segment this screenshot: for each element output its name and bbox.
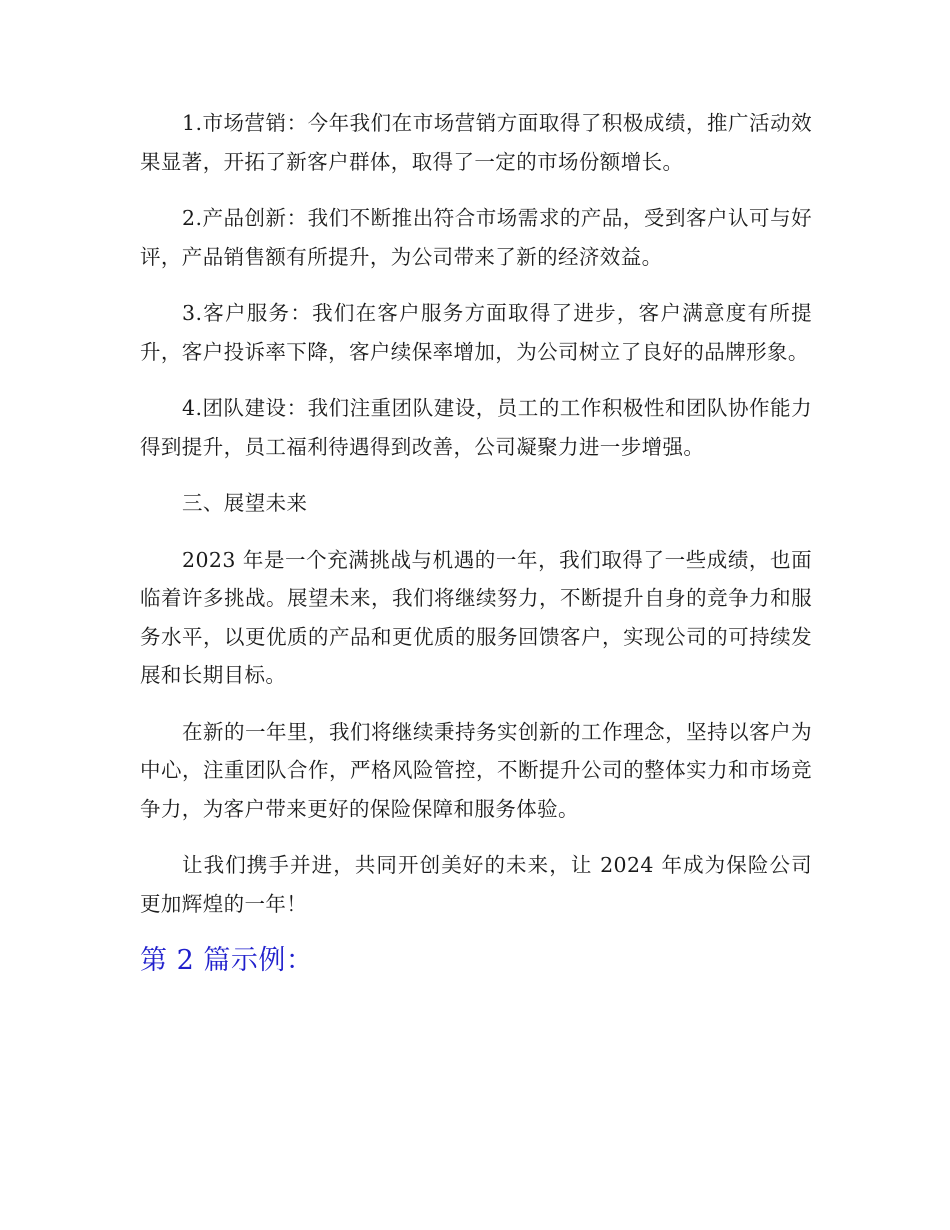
paragraph-new-year: 在新的一年里，我们将继续秉持务实创新的工作理念，坚持以客户为中心，注重团队合作，严格风险管控，不断提升公司的整体实力和市场竞争力，为客户带来更好的保险保障和服务体验。 [140,719,812,821]
paragraph-outlook: 2023 年是一个充满挑战与机遇的一年，我们取得了一些成绩，也面临着许多挑战。展望未来，我们将继续努力，不断提升自身的竞争力和服务水平，以更优质的产品和更优质的服务回馈客户，实现公司的可持续发展和长期目标。 [140,547,812,687]
document-body [140,104,812,981]
paragraph-customer-service: 3.客户服务：我们在客户服务方面取得了进步，客户满意度有所提升，客户投诉率下降，客户续保率增加，为公司树立了良好的品牌形象。 [140,301,812,364]
paragraph-closing: 让我们携手并进，共同开创美好的未来，让 2024 年成为保险公司更加辉煌的一年！ [140,853,812,916]
example-section-title: 第 2 篇示例： [140,945,314,976]
section-heading-outlook: 三、展望未来 [182,491,308,515]
paragraph-marketing: 1.市场营销：今年我们在市场营销方面取得了积极成绩，推广活动效果显著，开拓了新客户群体，取得了一定的市场份额增长。 [140,111,812,174]
paragraph-team-building: 4.团队建设：我们注重团队建设，员工的工作积极性和团队协作能力得到提升，员工福利待遇得到改善，公司凝聚力进一步增强。 [140,396,812,459]
paragraph-product-innovation: 2.产品创新：我们不断推出符合市场需求的产品，受到客户认可与好评，产品销售额有所提升，为公司带来了新的经济效益。 [140,206,812,269]
